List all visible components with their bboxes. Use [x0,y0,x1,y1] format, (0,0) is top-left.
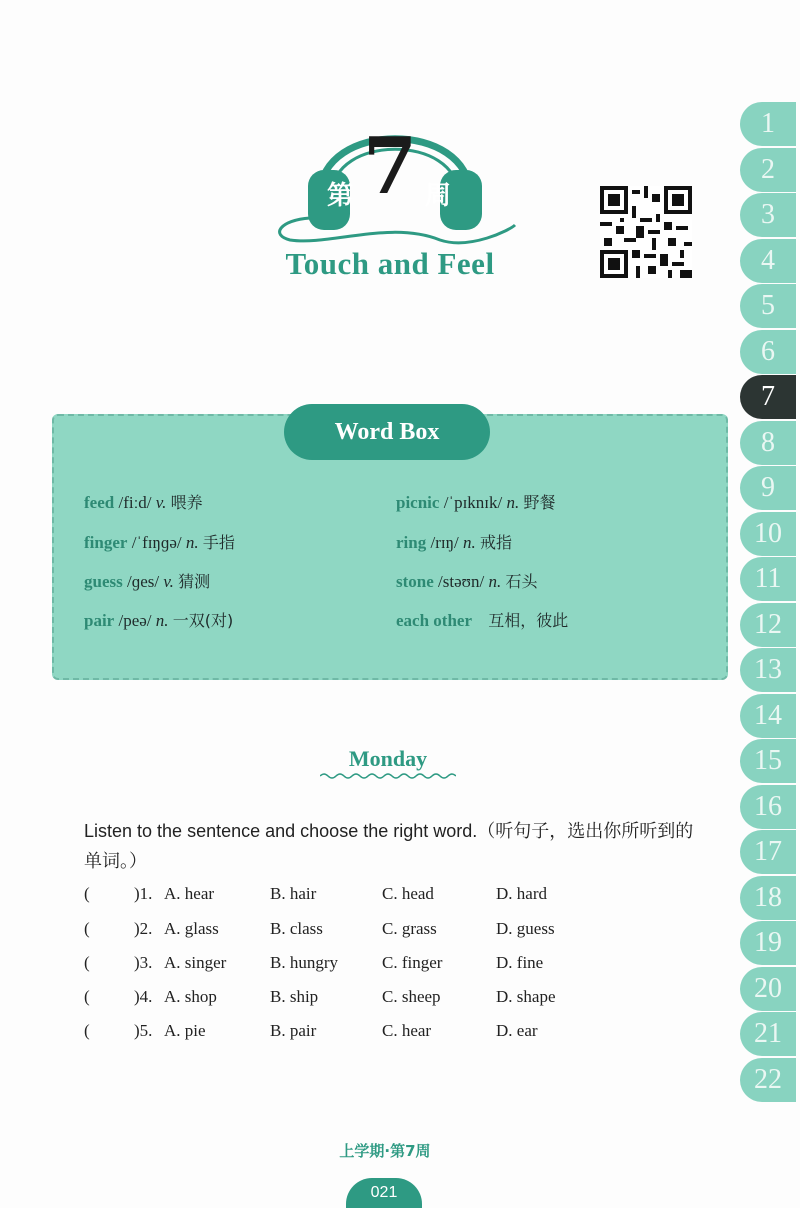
word-box-title: Word Box [284,404,490,460]
page-number: 021 [346,1178,422,1208]
week-tab-20[interactable]: 20 [740,967,796,1011]
option-a: A. shop [164,987,217,1006]
question-number: )3. [134,953,153,972]
option-b: B. ship [270,987,319,1006]
question-number: )2. [134,919,153,938]
week-number: 7 [362,121,418,212]
option-d: D. guess [496,919,555,938]
qr-code-icon[interactable] [600,186,692,278]
day-title: Monday [348,746,428,771]
translation: 石头 [505,572,538,591]
week-tab-13[interactable]: 13 [740,648,796,692]
word-entry-guess [84,569,210,592]
week-tab-4[interactable]: 4 [740,239,796,283]
week-tab-10[interactable]: 10 [740,512,796,556]
option-d: D. fine [496,953,544,972]
option-c: C. finger [382,953,443,972]
translation: 手指 [202,533,235,552]
week-tab-14[interactable]: 14 [740,694,796,738]
translation: 猜测 [178,572,211,591]
word: finger [84,533,128,552]
option-c: C. hear [382,1021,432,1040]
option-c: C. grass [382,919,437,938]
week-tab-21[interactable]: 21 [740,1012,796,1056]
option-b: B. class [270,919,323,938]
word-entry-ring [396,530,512,553]
answer-blank[interactable]: ( [84,953,90,972]
word: pair [84,611,115,630]
part-of-speech: n. [155,611,169,630]
question-number: )4. [134,987,153,1006]
phonetic: /ˈfɪŋɡə/ [131,533,182,552]
week-tab-2[interactable]: 2 [740,148,796,192]
option-a: A. pie [164,1021,206,1040]
week-tab-15[interactable]: 15 [740,739,796,783]
option-d: D. shape [496,987,556,1006]
answer-blank[interactable]: ( [84,1021,90,1040]
week-tab-11[interactable]: 11 [740,557,796,601]
option-a: A. hear [164,884,215,903]
week-label-prefix: 第 [326,181,353,211]
word: guess [84,572,123,591]
option-d: D. hard [496,884,547,903]
week-tab-18[interactable]: 18 [740,876,796,920]
word: ring [396,533,427,552]
week-tab-5[interactable]: 5 [740,284,796,328]
word-entry-picnic [396,490,556,513]
week-tab-7[interactable]: 7 [740,375,796,419]
option-a: A. singer [164,953,227,972]
part-of-speech: v. [163,572,174,591]
translation: 野餐 [523,493,556,512]
option-a: A. glass [164,919,219,938]
phonetic: /rɪŋ/ [430,533,459,552]
answer-blank[interactable]: ( [84,987,90,1006]
word: picnic [396,493,440,512]
week-label-suffix: 周 [424,181,451,211]
word-entry-feed [84,490,203,513]
option-b: B. hair [270,884,317,903]
word-entry-finger [84,530,235,553]
footer-label: 上学期·第7周 [339,1142,431,1160]
page-title: Touch and Feel [285,246,495,281]
answer-blank[interactable]: ( [84,884,90,903]
word-entry-each-other [396,608,568,631]
answer-blank[interactable]: ( [84,919,90,938]
week-tab-1[interactable]: 1 [740,102,796,146]
phonetic: /stəʊn/ [438,572,485,591]
part-of-speech: n. [462,533,476,552]
week-tabs [740,102,800,1102]
week-tab-3[interactable]: 3 [740,193,796,237]
question-number: )5. [134,1021,153,1040]
word-entry-stone [396,569,537,592]
part-of-speech: v. [155,493,167,512]
part-of-speech: n. [488,572,502,591]
translation: 一双(对) [172,611,234,630]
option-d: D. ear [496,1021,538,1040]
phonetic: /peə/ [118,611,152,630]
translation: 戒指 [479,533,512,552]
phonetic: /ˈpɪknɪk/ [443,493,503,512]
week-tab-19[interactable]: 19 [740,921,796,965]
week-tab-12[interactable]: 12 [740,603,796,647]
wave-divider [320,772,456,780]
week-tab-16[interactable]: 16 [740,785,796,829]
part-of-speech: n. [506,493,520,512]
option-c: C. sheep [382,987,441,1006]
question-number: )1. [134,884,153,903]
part-of-speech: n. [185,533,199,552]
translation: 喂养 [170,493,203,512]
option-b: B. pair [270,1021,317,1040]
option-c: C. head [382,884,434,903]
word: stone [396,572,434,591]
instructions: Listen to the sentence and choose the right word.（听句子，选出你所听到的单词。） [84,821,694,871]
week-tab-6[interactable]: 6 [740,330,796,374]
week-tab-9[interactable]: 9 [740,466,796,510]
phonetic: /ɡes/ [126,572,160,591]
word: feed [84,493,115,512]
week-tab-22[interactable]: 22 [740,1058,796,1102]
week-tab-8[interactable]: 8 [740,421,796,465]
phonetic: /fiːd/ [118,493,152,512]
word: each other [396,611,473,630]
translation: 互相，彼此 [488,611,569,630]
option-b: B. hungry [270,953,338,972]
week-tab-17[interactable]: 17 [740,830,796,874]
word-entry-pair [84,608,233,631]
